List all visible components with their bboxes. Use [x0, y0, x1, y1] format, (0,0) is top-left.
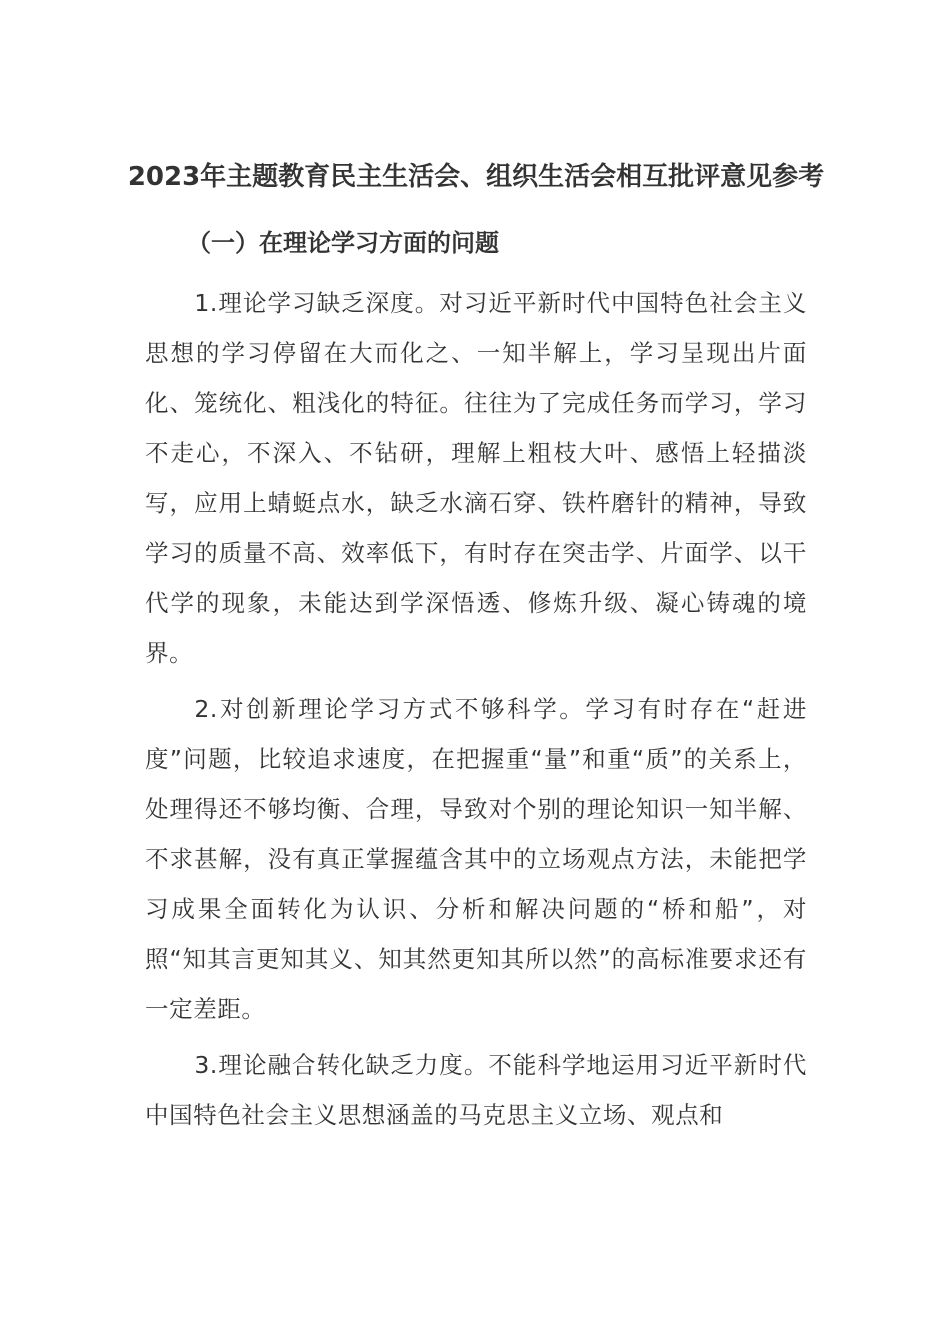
paragraph-1: 1.理论学习缺乏深度。对习近平新时代中国特色社会主义思想的学习停留在大而化之、一知半解上，学习呈现出片面化、笼统化、粗浅化的特征。往往为了完成任务而学习，学习不走心，不深入、不钻研，理解上粗枝大叶、感悟上轻描淡写，应用上蜻蜓点水，缺乏水滴石穿、铁杵磨针的精神，导致学习的质量不高、效率低下，有时存在突击学、片面学、以干代学的现象，未能达到学深悟透、修炼升级、凝心铸魂的境界。 — [145, 289, 807, 667]
section-heading: （一）在理论学习方面的问题 — [187, 229, 499, 257]
document-page — [127, 150, 825, 1140]
paragraph-3: 3.理论融合转化缺乏力度。不能科学地运用习近平新时代中国特色社会主义思想涵盖的马克思主义立场、观点和 — [145, 1051, 807, 1129]
paragraph-2: 2.对创新理论学习方式不够科学。学习有时存在“赶进度”问题，比较追求速度，在把握重“量”和重“质”的关系上，处理得还不够均衡、合理，导致对个别的理论知识一知半解、不求甚解，没有真正掌握蕴含其中的立场观点方法，未能把学习成果全面转化为认识、分析和解决问题的“桥和船”，对照“知其言更知其义、知其然更知其所以然”的高标准要求还有一定差距。 — [145, 695, 807, 1023]
document-title: 2023年主题教育民主生活会、组织生活会相互批评意见参考 — [127, 162, 825, 192]
